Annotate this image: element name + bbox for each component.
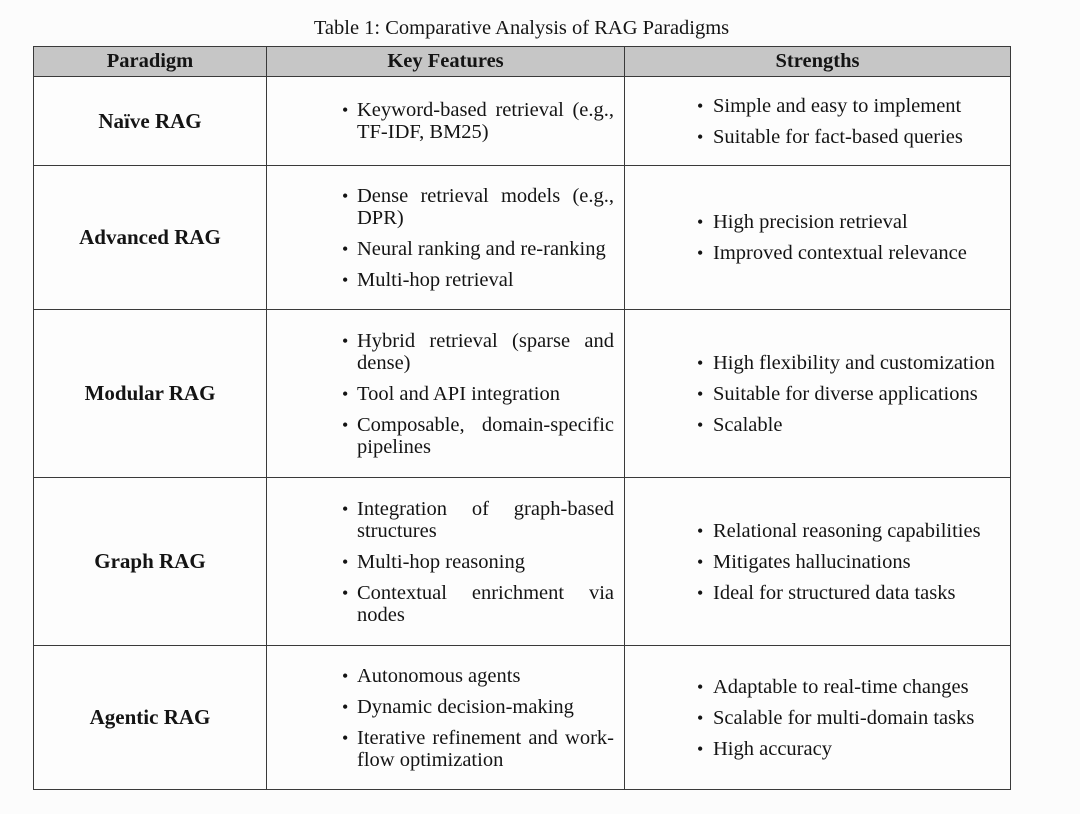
table-row: [34, 166, 1011, 310]
key-features-cell: [267, 77, 625, 166]
bullet-item: • Scalable for multi-domain tasks: [696, 707, 1002, 729]
key-features-list: [267, 324, 624, 464]
table-row: [34, 310, 1011, 478]
strengths-list: [625, 346, 1010, 442]
table-caption: Table 1: Comparative Analysis of RAG Paradigms: [313, 17, 730, 39]
strengths-cell: [625, 77, 1011, 166]
strengths-cell: [625, 478, 1011, 646]
bullet-item: • Composable, domain-specific pipelines: [341, 414, 614, 458]
bullet-item: • High flexibility and customization: [696, 352, 1002, 374]
strengths-cell: [625, 166, 1011, 310]
bullet-item: • Multi-hop retrieval: [341, 269, 614, 291]
paradigm-cell: [34, 310, 267, 478]
paradigm-cell: [34, 478, 267, 646]
strengths-cell: [625, 646, 1011, 790]
paradigm-label: Naïve RAG: [98, 108, 202, 133]
paradigm-cell: [34, 166, 267, 310]
key-features-list: [267, 93, 624, 149]
strengths-list: [625, 205, 1010, 270]
column-header-paradigm: Paradigm: [34, 47, 267, 77]
key-features-list: [267, 659, 624, 777]
key-features-cell: [267, 310, 625, 478]
table-header-row: [34, 47, 1011, 77]
bullet-item: • Simple and easy to implement: [696, 95, 1002, 117]
strengths-list: [625, 670, 1010, 766]
table-row: [34, 478, 1011, 646]
bullet-item: • Iterative refinement and workflow optimization: [341, 727, 614, 771]
column-header-key-features: Key Features: [267, 47, 625, 77]
bullet-item: • Adaptable to real-time changes: [696, 676, 1002, 698]
table-body: [34, 77, 1011, 790]
bullet-item: • Dynamic decision-making: [341, 696, 614, 718]
bullet-item: • Tool and API integration: [341, 383, 614, 405]
table-row: [34, 77, 1011, 166]
bullet-item: • Autonomous agents: [341, 665, 614, 687]
bullet-item: • Suitable for diverse applications: [696, 383, 1002, 405]
key-features-cell: [267, 166, 625, 310]
key-features-list: [267, 492, 624, 632]
bullet-item: • Contextual enrichment via nodes: [341, 582, 614, 626]
bullet-item: • Ideal for structured data tasks: [696, 582, 1002, 604]
bullet-item: • Integration of graph-based structures: [341, 498, 614, 542]
bullet-item: • Multi-hop reasoning: [341, 551, 614, 573]
key-features-cell: [267, 646, 625, 790]
strengths-cell: [625, 310, 1011, 478]
key-features-list: [267, 179, 624, 297]
strengths-list: [625, 514, 1010, 610]
table-row: [34, 646, 1011, 790]
bullet-item: • Mitigates hallucinations: [696, 551, 1002, 573]
key-features-cell: [267, 478, 625, 646]
paradigm-cell: [34, 77, 267, 166]
paradigm-label: Modular RAG: [84, 381, 216, 405]
paradigm-cell: [34, 646, 267, 790]
bullet-item: • High accuracy: [696, 738, 1002, 760]
bullet-item: • Improved contextual relevance: [696, 242, 1002, 264]
paradigm-label: Advanced RAG: [79, 225, 221, 249]
bullet-item: • Dense retrieval models (e.g., DPR): [341, 185, 614, 229]
paradigm-label: Graph RAG: [94, 549, 206, 573]
bullet-item: • Relational reasoning capabilities: [696, 520, 1002, 542]
bullet-item: • Hybrid retrieval (sparse and dense): [341, 330, 614, 374]
column-header-strengths: Strengths: [625, 47, 1011, 77]
bullet-item: • Keyword-based retrieval (e.g., TF-IDF, BM25): [341, 99, 614, 143]
bullet-item: • Scalable: [696, 414, 1002, 436]
rag-paradigms-table: [33, 46, 1011, 790]
paradigm-label: Agentic RAG: [89, 705, 211, 729]
bullet-item: • Suitable for fact-based queries: [696, 126, 1002, 148]
bullet-item: • Neural ranking and re-ranking: [341, 238, 614, 260]
bullet-item: • High precision retrieval: [696, 211, 1002, 233]
strengths-list: [625, 89, 1010, 154]
